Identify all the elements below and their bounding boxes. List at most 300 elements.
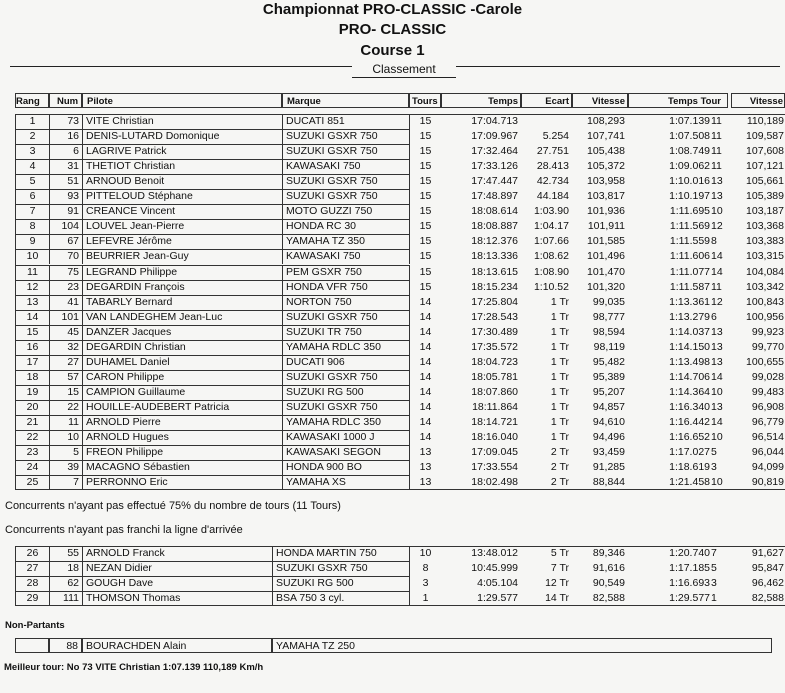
cell-max-speed: 95,847 xyxy=(751,562,784,575)
cell-num: 73 xyxy=(49,114,82,129)
np-pilote: BOURACHDEN Alain xyxy=(82,638,272,653)
cell-ecart: 1 Tr xyxy=(550,416,569,428)
cell-max-speed: 100,655 xyxy=(746,355,784,368)
cell-best-lap: 1:16.442 xyxy=(669,416,710,428)
col-tours: Tours xyxy=(409,93,441,108)
cell-pilote: CAMPION Guillaume xyxy=(82,385,282,400)
cell-marque: SUZUKI GSXR 750 xyxy=(272,561,409,576)
cell-best-lap: 1:13.498 xyxy=(669,355,710,368)
col-marque: Marque xyxy=(282,93,409,108)
cell-lap-number: 12 xyxy=(711,220,723,233)
cell-marque: BSA 750 3 cyl. xyxy=(272,591,409,606)
cell-rang: 28 xyxy=(15,576,49,591)
cell-temps: 18:04.723 xyxy=(471,355,518,368)
cell-num: 18 xyxy=(49,561,82,576)
cell-lap-number: 11 xyxy=(711,280,722,293)
row-separator xyxy=(15,475,409,476)
cell-temps: 18:13.615 xyxy=(471,265,518,278)
cell-ecart: 5 Tr xyxy=(550,547,569,559)
cell-num: 75 xyxy=(49,265,82,280)
cell-temps: 18:15.234 xyxy=(471,280,518,293)
cell-temps: 17:09.045 xyxy=(471,446,518,459)
cell-num: 91 xyxy=(49,204,82,219)
cell-max-speed: 100,956 xyxy=(746,310,784,323)
cell-best-lap: 1:18.619 xyxy=(669,461,710,474)
cell-vitesse: 101,496 xyxy=(587,250,625,263)
cell-tours: 15 xyxy=(409,129,441,144)
cell-vitesse: 108,293 xyxy=(587,115,625,127)
cell-pilote: VAN LANDEGHEM Jean-Luc xyxy=(82,310,282,325)
cell-tours: 1 xyxy=(409,591,441,606)
cell-temps: 18:02.498 xyxy=(471,476,518,489)
cell-lap-number: 1 xyxy=(711,592,717,605)
cell-rang: 29 xyxy=(15,591,49,606)
col-rang: Rang xyxy=(15,93,49,108)
cell-lap-number: 14 xyxy=(711,370,723,383)
cell-max-speed: 99,923 xyxy=(751,325,784,338)
cell-lap-number: 10 xyxy=(711,476,723,489)
cell-lap-number: 11 xyxy=(711,130,722,143)
cell-ecart: 2 Tr xyxy=(550,461,569,474)
cell-marque: YAMAHA RDLC 350 xyxy=(282,415,409,430)
cell-marque: SUZUKI GSXR 750 xyxy=(282,310,409,325)
cell-best-lap: 1:07.139 xyxy=(669,115,710,127)
cell-ecart: 1 Tr xyxy=(550,325,569,338)
col-num: Num xyxy=(49,93,82,108)
cell-ecart: 1:08.62 xyxy=(533,250,569,263)
cell-vitesse: 98,119 xyxy=(593,340,625,353)
note-not-finished: Concurrents n'ayant pas franchi la ligne d'arrivée xyxy=(5,524,243,536)
row-separator xyxy=(15,189,409,190)
row-separator xyxy=(15,445,409,446)
cell-vitesse: 101,470 xyxy=(587,265,625,278)
cell-marque: SUZUKI GSXR 750 xyxy=(282,370,409,385)
cell-tours: 15 xyxy=(409,234,441,249)
cell-lap-number: 8 xyxy=(711,235,717,248)
cell-rang: 5 xyxy=(15,174,49,189)
cell-rang: 26 xyxy=(15,546,49,561)
cell-vitesse: 94,496 xyxy=(592,431,625,444)
cell-temps: 17:48.897 xyxy=(471,190,518,203)
cell-temps: 18:12.376 xyxy=(471,235,518,248)
cell-ecart: 2 Tr xyxy=(550,476,569,489)
row-separator xyxy=(15,460,409,461)
row-separator xyxy=(15,129,409,130)
row-separator xyxy=(15,385,409,386)
cell-vitesse: 105,438 xyxy=(587,145,625,158)
cell-tours: 13 xyxy=(409,445,441,460)
cell-best-lap: 1:07.508 xyxy=(669,130,710,143)
cell-pilote: BEURRIER Jean-Guy xyxy=(82,249,282,264)
cell-rang: 4 xyxy=(15,159,49,174)
cell-temps: 18:11.864 xyxy=(472,400,518,413)
cell-temps: 17:35.572 xyxy=(471,340,518,353)
cell-vitesse: 82,588 xyxy=(592,592,625,605)
cell-rang: 22 xyxy=(15,430,49,445)
cell-num: 101 xyxy=(49,310,82,325)
cell-rang: 20 xyxy=(15,400,49,415)
cell-max-speed: 94,099 xyxy=(751,461,784,474)
cell-rang: 13 xyxy=(15,295,49,310)
cell-marque: HONDA VFR 750 xyxy=(282,280,409,295)
cell-vitesse: 95,389 xyxy=(592,370,625,383)
cell-tours: 15 xyxy=(409,174,441,189)
cell-temps: 13:48.012 xyxy=(471,547,518,559)
cell-ecart: 1 Tr xyxy=(550,295,569,308)
non-partants-label: Non-Partants xyxy=(5,620,65,631)
cell-tours: 13 xyxy=(409,475,441,490)
cell-ecart: 1 Tr xyxy=(550,431,569,444)
row-separator xyxy=(15,280,409,281)
np-num: 88 xyxy=(49,638,82,653)
cell-tours: 15 xyxy=(409,204,441,219)
cell-temps: 17:32.464 xyxy=(471,145,518,158)
cell-num: 15 xyxy=(49,385,82,400)
cell-temps: 18:08.614 xyxy=(471,205,518,218)
cell-lap-number: 14 xyxy=(711,265,723,278)
cell-marque: SUZUKI GSXR 750 xyxy=(282,400,409,415)
cell-best-lap: 1:13.361 xyxy=(669,295,710,308)
cell-vitesse: 101,320 xyxy=(587,280,625,293)
cell-marque: PEM GSXR 750 xyxy=(282,265,409,280)
cell-pilote: TABARLY Bernard xyxy=(82,295,282,310)
cell-rang: 11 xyxy=(15,265,49,280)
cell-lap-number: 13 xyxy=(711,355,723,368)
cell-pilote: DENIS-LUTARD Domonique xyxy=(82,129,282,144)
cell-pilote: PERRONNO Eric xyxy=(82,475,282,490)
cell-tours: 14 xyxy=(409,415,441,430)
cell-best-lap: 1:11.569 xyxy=(669,220,710,233)
cell-pilote: LEFEVRE Jérôme xyxy=(82,234,282,249)
cell-rang: 16 xyxy=(15,340,49,355)
cell-max-speed: 96,514 xyxy=(751,431,784,444)
col-pilote: Pilote xyxy=(82,93,282,108)
cell-best-lap: 1:08.749 xyxy=(669,145,710,158)
cell-lap-number: 5 xyxy=(711,562,717,575)
cell-pilote: ARNOLD Franck xyxy=(82,546,272,561)
cell-best-lap: 1:20.740 xyxy=(669,547,710,559)
cell-rang: 27 xyxy=(15,561,49,576)
cell-best-lap: 1:14.037 xyxy=(669,325,710,338)
cell-lap-number: 11 xyxy=(711,115,722,127)
cell-tours: 15 xyxy=(409,249,441,264)
cell-vitesse: 93,459 xyxy=(592,446,625,459)
cell-num: 51 xyxy=(49,174,82,189)
cell-num: 111 xyxy=(49,591,82,606)
cell-marque: SUZUKI GSXR 750 xyxy=(282,189,409,204)
cell-lap-number: 13 xyxy=(711,175,723,188)
row-separator xyxy=(15,340,409,341)
cell-pilote: DUHAMEL Daniel xyxy=(82,355,282,370)
cell-vitesse: 94,610 xyxy=(592,416,625,428)
cell-max-speed: 90,819 xyxy=(751,476,784,489)
cell-vitesse: 91,285 xyxy=(592,461,625,474)
cell-num: 41 xyxy=(49,295,82,310)
cell-num: 27 xyxy=(49,355,82,370)
cell-marque: HONDA 900 BO xyxy=(282,460,409,475)
cell-tours: 14 xyxy=(409,400,441,415)
cell-lap-number: 3 xyxy=(711,577,717,590)
cell-ecart: 28.413 xyxy=(536,160,569,173)
cell-max-speed: 103,368 xyxy=(746,220,784,233)
cell-ecart: 44.184 xyxy=(536,190,569,203)
col-temps-tour: Temps Tour xyxy=(628,93,728,108)
cell-pilote: ARNOUD Benoit xyxy=(82,174,282,189)
cell-num: 23 xyxy=(49,280,82,295)
cell-max-speed: 104,084 xyxy=(746,265,784,278)
cell-num: 7 xyxy=(49,475,82,490)
row-separator xyxy=(15,144,409,145)
cell-best-lap: 1:09.062 xyxy=(669,160,710,173)
cell-marque: HONDA MARTIN 750 xyxy=(272,546,409,561)
cell-vitesse: 101,585 xyxy=(587,235,625,248)
cell-vitesse: 91,616 xyxy=(592,562,625,575)
cell-best-lap: 1:16.693 xyxy=(669,577,710,590)
cell-temps: 17:09.967 xyxy=(471,130,518,143)
row-separator xyxy=(15,295,409,296)
cell-max-speed: 100,843 xyxy=(746,295,784,308)
cell-ecart: 1:03.90 xyxy=(533,205,569,218)
cell-rang: 2 xyxy=(15,129,49,144)
cell-lap-number: 13 xyxy=(711,190,723,203)
cell-tours: 15 xyxy=(409,114,441,129)
cell-max-speed: 107,608 xyxy=(746,145,784,158)
cell-ecart: 1 Tr xyxy=(550,385,569,398)
cell-ecart: 1 Tr xyxy=(550,370,569,383)
cell-marque: SUZUKI RG 500 xyxy=(272,576,409,591)
cell-max-speed: 99,770 xyxy=(751,340,784,353)
cell-lap-number: 14 xyxy=(711,250,723,263)
cell-best-lap: 1:29.577 xyxy=(669,592,710,605)
cell-temps: 17:47.447 xyxy=(471,175,518,188)
cell-num: 39 xyxy=(49,460,82,475)
cell-temps: 18:05.781 xyxy=(471,370,518,383)
cell-max-speed: 99,483 xyxy=(751,385,784,398)
cell-temps: 4:05.104 xyxy=(477,577,518,590)
cell-lap-number: 3 xyxy=(711,461,717,474)
cell-num: 31 xyxy=(49,159,82,174)
np-marque: YAMAHA TZ 250 xyxy=(272,638,772,653)
cell-lap-number: 10 xyxy=(711,205,723,218)
cell-pilote: THETIOT Christian xyxy=(82,159,282,174)
cell-num: 22 xyxy=(49,400,82,415)
row-separator xyxy=(15,561,409,562)
col-vitesse-max: Vitesse xyxy=(731,93,785,108)
cell-marque: DUCATI 851 xyxy=(282,114,409,129)
cell-num: 5 xyxy=(49,445,82,460)
cell-vitesse: 88,844 xyxy=(592,476,625,489)
cell-max-speed: 96,779 xyxy=(751,416,784,428)
cell-rang: 9 xyxy=(15,234,49,249)
col-temps: Temps xyxy=(441,93,521,108)
cell-pilote: CREANCE Vincent xyxy=(82,204,282,219)
cell-rang: 19 xyxy=(15,385,49,400)
championship-title: Championnat PRO-CLASSIC -Carole xyxy=(262,1,523,18)
cell-ecart: 12 Tr xyxy=(545,577,569,590)
cell-vitesse: 94,857 xyxy=(592,400,625,413)
course-title: Course 1 xyxy=(360,42,425,59)
cell-marque: SUZUKI RG 500 xyxy=(282,385,409,400)
cell-max-speed: 109,587 xyxy=(746,130,784,143)
cell-ecart: 1:10.52 xyxy=(533,280,569,293)
cell-pilote: CARON Philippe xyxy=(82,370,282,385)
cell-rang: 6 xyxy=(15,189,49,204)
cell-max-speed: 105,389 xyxy=(746,190,784,203)
cell-tours: 15 xyxy=(409,144,441,159)
cell-pilote: FREON Philippe xyxy=(82,445,282,460)
cell-num: 104 xyxy=(49,219,82,234)
cell-lap-number: 11 xyxy=(711,145,722,158)
cell-best-lap: 1:14.364 xyxy=(669,385,710,398)
row-separator xyxy=(15,325,409,326)
note-75-percent: Concurrents n'ayant pas effectué 75% du nombre de tours (11 Tours) xyxy=(5,500,341,512)
cell-ecart: 14 Tr xyxy=(545,592,569,605)
cell-max-speed: 110,189 xyxy=(746,115,784,127)
row-separator xyxy=(15,234,409,235)
cell-marque: KAWASAKI SEGON xyxy=(282,445,409,460)
cell-best-lap: 1:11.695 xyxy=(669,205,710,218)
row-separator xyxy=(15,159,409,160)
row-separator xyxy=(15,370,409,371)
cell-pilote: MACAGNO Sébastien xyxy=(82,460,282,475)
cell-vitesse: 103,817 xyxy=(587,190,625,203)
cell-temps: 1:29.577 xyxy=(477,592,518,605)
cell-tours: 15 xyxy=(409,159,441,174)
cell-ecart: 1 Tr xyxy=(550,355,569,368)
cell-best-lap: 1:21.458 xyxy=(669,476,710,489)
cell-ecart: 27.751 xyxy=(536,145,569,158)
cell-rang: 3 xyxy=(15,144,49,159)
cell-max-speed: 103,187 xyxy=(746,205,784,218)
cell-lap-number: 5 xyxy=(711,446,717,459)
cell-num: 16 xyxy=(49,129,82,144)
cell-vitesse: 99,035 xyxy=(592,295,625,308)
cell-ecart: 1 Tr xyxy=(550,340,569,353)
cell-max-speed: 103,342 xyxy=(746,280,784,293)
cell-temps: 17:30.489 xyxy=(471,325,518,338)
cell-vitesse: 107,741 xyxy=(587,130,625,143)
row-separator xyxy=(15,310,409,311)
cell-tours: 13 xyxy=(409,460,441,475)
cell-tours: 10 xyxy=(409,546,441,561)
row-separator xyxy=(15,265,409,266)
cell-num: 93 xyxy=(49,189,82,204)
cell-max-speed: 96,462 xyxy=(751,577,784,590)
cell-vitesse: 98,777 xyxy=(592,310,625,323)
row-separator xyxy=(15,355,409,356)
cell-pilote: LOUVEL Jean-Pierre xyxy=(82,219,282,234)
cell-lap-number: 14 xyxy=(711,416,723,428)
cell-best-lap: 1:16.340 xyxy=(669,400,710,413)
cell-lap-number: 13 xyxy=(711,340,723,353)
cell-marque: YAMAHA TZ 350 xyxy=(282,234,409,249)
cell-temps: 18:07.860 xyxy=(471,385,518,398)
cell-best-lap: 1:14.150 xyxy=(669,340,710,353)
cell-rang: 17 xyxy=(15,355,49,370)
cell-num: 32 xyxy=(49,340,82,355)
cell-lap-number: 6 xyxy=(711,310,717,323)
col-vitesse: Vitesse xyxy=(572,93,628,108)
cell-tours: 14 xyxy=(409,385,441,400)
cell-best-lap: 1:11.606 xyxy=(669,250,710,263)
cell-temps: 17:04.713 xyxy=(471,115,518,127)
cell-vitesse: 105,372 xyxy=(587,160,625,173)
cell-vitesse: 89,346 xyxy=(592,547,625,559)
cell-pilote: NEZAN Didier xyxy=(82,561,272,576)
row-separator xyxy=(15,219,409,220)
cell-ecart: 5.254 xyxy=(542,130,569,143)
cell-tours: 15 xyxy=(409,265,441,280)
cell-lap-number: 13 xyxy=(711,325,723,338)
table-header xyxy=(0,93,785,108)
cell-pilote: ARNOLD Pierre xyxy=(82,415,282,430)
cell-vitesse: 103,958 xyxy=(587,175,625,188)
cell-num: 55 xyxy=(49,546,82,561)
cell-vitesse: 95,482 xyxy=(592,355,625,368)
cell-num: 6 xyxy=(49,144,82,159)
cell-pilote: PITTELOUD Stéphane xyxy=(82,189,282,204)
cell-num: 70 xyxy=(49,249,82,264)
row-separator xyxy=(15,174,409,175)
cell-best-lap: 1:17.027 xyxy=(669,446,710,459)
cell-tours: 15 xyxy=(409,189,441,204)
non-partant-row xyxy=(0,638,785,653)
section-label-classement: Classement xyxy=(352,62,456,78)
cell-marque: SUZUKI GSXR 750 xyxy=(282,174,409,189)
cell-temps: 18:14.721 xyxy=(471,416,518,428)
cell-vitesse: 95,207 xyxy=(592,385,625,398)
cell-temps: 17:25.804 xyxy=(471,295,518,308)
cell-marque: KAWASAKI 750 xyxy=(282,159,409,174)
cell-max-speed: 99,028 xyxy=(751,370,784,383)
cell-rang: 12 xyxy=(15,280,49,295)
cell-pilote: VITE Christian xyxy=(82,114,282,129)
cell-rang: 18 xyxy=(15,370,49,385)
cell-ecart: 1:08.90 xyxy=(533,265,569,278)
cell-temps: 10:45.999 xyxy=(471,562,518,575)
cell-pilote: DANZER Jacques xyxy=(82,325,282,340)
cell-rang: 7 xyxy=(15,204,49,219)
cell-ecart: 2 Tr xyxy=(550,446,569,459)
best-lap-summary: Meilleur tour: No 73 VITE Christian 1:07.139 110,189 Km/h xyxy=(4,662,264,673)
row-separator xyxy=(15,430,409,431)
cell-marque: SUZUKI GSXR 750 xyxy=(282,129,409,144)
cell-pilote: LEGRAND Philippe xyxy=(82,265,282,280)
cell-best-lap: 1:11.077 xyxy=(669,265,710,278)
table-outline xyxy=(15,114,785,490)
cell-marque: KAWASAKI 1000 J xyxy=(282,430,409,445)
cell-temps: 17:33.554 xyxy=(471,461,518,474)
col-ecart: Ecart xyxy=(521,93,572,108)
cell-ecart: 1:04.17 xyxy=(533,220,569,233)
row-separator xyxy=(15,591,409,592)
cell-lap-number: 10 xyxy=(711,385,723,398)
cell-tours: 14 xyxy=(409,310,441,325)
cell-marque: SUZUKI GSXR 750 xyxy=(282,144,409,159)
cell-temps: 18:16.040 xyxy=(471,431,518,444)
cell-rang: 21 xyxy=(15,415,49,430)
cell-best-lap: 1:10.197 xyxy=(669,190,710,203)
cell-vitesse: 101,936 xyxy=(587,205,625,218)
cell-marque: YAMAHA XS xyxy=(282,475,409,490)
cell-tours: 14 xyxy=(409,340,441,355)
cell-tours: 14 xyxy=(409,295,441,310)
cell-max-speed: 91,627 xyxy=(751,547,784,559)
cell-max-speed: 105,661 xyxy=(746,175,784,188)
cell-num: 45 xyxy=(49,325,82,340)
cell-tours: 8 xyxy=(409,561,441,576)
category-title: PRO- CLASSIC xyxy=(338,21,447,38)
